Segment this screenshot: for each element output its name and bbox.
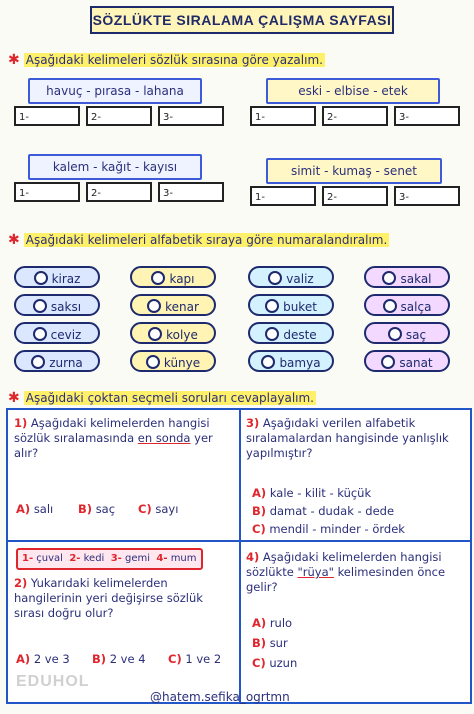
number-circle[interactable] (33, 327, 47, 341)
number-circle[interactable] (148, 327, 162, 341)
number-circle[interactable] (147, 299, 161, 313)
option-b[interactable]: B) sur (252, 636, 288, 650)
answer-slot[interactable]: 1- (14, 182, 80, 202)
section-1-instruction: ✱ Aşağıdaki kelimeleri sözlük sırasına göre yazalım. (8, 52, 323, 68)
answer-slot[interactable]: 3- (394, 186, 460, 206)
option-c[interactable]: C) uzun (252, 656, 298, 670)
word-pill[interactable]: kapı (130, 266, 216, 288)
question-1: 1) Aşağıdaki kelimelerden hangisi sözlük sıralamasında en sonda yer alır? (14, 416, 213, 460)
word-pill[interactable]: deste (248, 322, 334, 344)
eduhol-logo: EDUHOL (16, 673, 90, 690)
answer-slot[interactable]: 1- (250, 186, 316, 206)
word-pill[interactable]: kiraz (14, 266, 100, 288)
number-circle[interactable] (265, 299, 279, 313)
number-circle[interactable] (261, 355, 275, 369)
word-pill[interactable]: salça (364, 294, 450, 316)
divider (239, 410, 241, 702)
section-2-instruction: ✱ Aşağıdaki kelimeleri alfabetik sıraya göre numaralandıralım. (8, 232, 388, 248)
quiz-grid (6, 408, 472, 704)
answer-slot[interactable]: 2- (322, 106, 388, 126)
number-circle[interactable] (382, 271, 396, 285)
number-circle[interactable] (383, 299, 397, 313)
option-c[interactable]: C) 1 ve 2 (168, 652, 222, 666)
divider (8, 540, 470, 542)
option-b[interactable]: B) 2 ve 4 (92, 652, 146, 666)
option-a[interactable]: A) kale - kilit - küçük (252, 486, 372, 500)
number-circle[interactable] (151, 271, 165, 285)
star-icon: ✱ (8, 390, 20, 406)
word-pill[interactable]: künye (130, 350, 216, 372)
section-3-instruction: ✱ Aşağıdaki çoktan seçmeli soruları cevaplayalım. (8, 390, 314, 406)
number-circle[interactable] (146, 355, 160, 369)
answer-slot[interactable]: 2- (86, 182, 152, 202)
word-group-3: kalem - kağıt - kayısı (28, 154, 202, 180)
word-pill[interactable]: bamya (248, 350, 334, 372)
author-handle: @hatem.sefika_ogrtmn (150, 690, 290, 704)
option-a[interactable]: A) rulo (252, 616, 293, 630)
word-pill[interactable]: saç (364, 322, 450, 344)
option-a[interactable]: A) salı (16, 502, 54, 516)
word-pill[interactable]: ceviz (14, 322, 100, 344)
option-c[interactable]: C) sayı (138, 502, 179, 516)
word-group-4: simit - kumaş - senet (266, 158, 442, 184)
option-c[interactable]: C) mendil - minder - ördek (252, 522, 405, 536)
number-circle[interactable] (265, 327, 279, 341)
word-group-2: eski - elbise - etek (266, 78, 440, 104)
answer-slot[interactable]: 1- (14, 106, 80, 126)
word-pill[interactable]: zurna (14, 350, 100, 372)
question-4: 4) Aşağıdaki kelimelerden hangisi sözlükte "rüya" kelimesinden önce gelir? (246, 550, 446, 594)
word-group-1: havuç - pırasa - lahana (28, 78, 202, 104)
word-pill[interactable]: sanat (364, 350, 450, 372)
question-2: 2) Yukarıdaki kelimelerden hangilerinin yeri değişirse sözlük sırası doğru olur? (14, 576, 203, 620)
word-legend: 1- çuval 2- kedi 3- gemi 4- mum (16, 548, 203, 570)
number-circle[interactable] (268, 271, 282, 285)
number-circle[interactable] (31, 355, 45, 369)
option-b[interactable]: B) damat - dudak - dede (252, 504, 395, 518)
option-b[interactable]: B) saç (78, 502, 116, 516)
page-title: SÖZLÜKTE SIRALAMA ÇALIŞMA SAYFASI (90, 6, 394, 34)
question-3: 3) Aşağıdaki verilen alfabetik sıralamalardan hangisinde yanlışlık yapılmıştır? (246, 416, 449, 460)
number-circle[interactable] (33, 299, 47, 313)
answer-slot[interactable]: 3- (158, 182, 224, 202)
word-pill[interactable]: saksı (14, 294, 100, 316)
word-pill[interactable]: valiz (248, 266, 334, 288)
answer-slot[interactable]: 1- (250, 106, 316, 126)
answer-slot[interactable]: 2- (322, 186, 388, 206)
number-circle[interactable] (34, 271, 48, 285)
word-pill[interactable]: kolye (130, 322, 216, 344)
number-circle[interactable] (381, 355, 395, 369)
answer-slot[interactable]: 3- (158, 106, 224, 126)
answer-slot[interactable]: 2- (86, 106, 152, 126)
option-a[interactable]: A) 2 ve 3 (16, 652, 70, 666)
word-pill[interactable]: kenar (130, 294, 216, 316)
number-circle[interactable] (388, 327, 402, 341)
star-icon: ✱ (8, 232, 20, 248)
word-pill[interactable]: buket (248, 294, 334, 316)
star-icon: ✱ (8, 52, 20, 68)
answer-slot[interactable]: 3- (394, 106, 460, 126)
word-pill[interactable]: sakal (364, 266, 450, 288)
